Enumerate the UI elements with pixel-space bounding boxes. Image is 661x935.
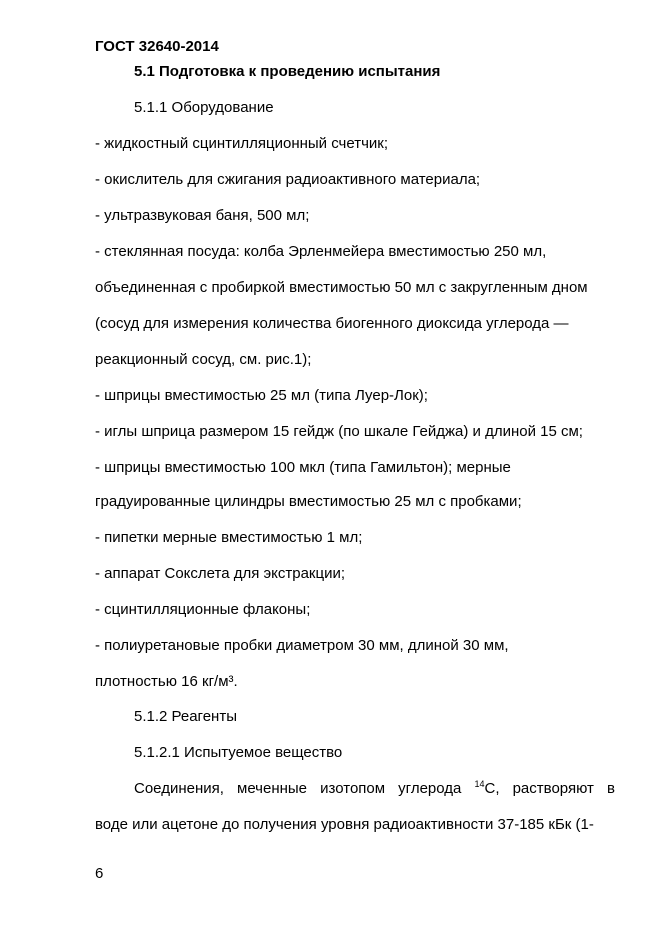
paragraph-word: Соединения, (134, 780, 224, 797)
equipment-line: градуированные цилиндры вместимостью 25 мл с пробками; (95, 493, 522, 510)
document-standard-id: ГОСТ 32640-2014 (95, 38, 219, 55)
isotope-mass-number: 14 (474, 779, 485, 789)
equipment-line: - пипетки мерные вместимостью 1 мл; (95, 529, 363, 546)
isotope-notation (474, 779, 499, 799)
section-title: 5.1 Подготовка к проведению испытания (134, 63, 441, 80)
paragraph-word: меченные (237, 780, 308, 797)
test-substance-paragraph-line: воде или ацетоне до получения уровня радиоактивности 37-185 кБк (1- (95, 816, 594, 833)
equipment-line: - шприцы вместимостью 100 мкл (типа Гамильтон); мерные (95, 459, 511, 476)
equipment-line: - сцинтилляционные флаконы; (95, 601, 311, 618)
paragraph-word: углерода (398, 780, 462, 797)
paragraph-word: растворяют (512, 780, 594, 797)
equipment-line: - аппарат Сокслета для экстракции; (95, 565, 346, 582)
equipment-line: - ультразвуковая баня, 500 мл; (95, 207, 310, 224)
test-substance-paragraph-line (134, 779, 615, 799)
equipment-line: плотностью 16 кг/м³. (95, 673, 238, 690)
equipment-line: - полиуретановые пробки диаметром 30 мм, длиной 30 мм, (95, 637, 509, 654)
paragraph-word: в (607, 780, 615, 797)
equipment-line: - иглы шприца размером 15 гейдж (по шкале Гейджа) и длиной 15 см; (95, 423, 583, 440)
subsection-reagents-title: 5.1.2 Реагенты (134, 708, 237, 725)
equipment-line: (сосуд для измерения количества биогенного диоксида углерода — (95, 315, 569, 332)
equipment-line: - стеклянная посуда: колба Эрленмейера вместимостью 250 мл, (95, 243, 547, 260)
subsection-test-substance-title: 5.1.2.1 Испытуемое вещество (134, 744, 343, 761)
subsection-equipment-title: 5.1.1 Оборудование (134, 99, 274, 116)
equipment-line: реакционный сосуд, см. рис.1); (95, 351, 312, 368)
equipment-line: - жидкостный сцинтилляционный счетчик; (95, 135, 389, 152)
paragraph-word: изотопом (320, 780, 386, 797)
page-number: 6 (95, 865, 104, 882)
equipment-line: - окислитель для сжигания радиоактивного материала; (95, 171, 481, 188)
equipment-line: объединенная с пробиркой вместимостью 50 мл с закругленным дном (95, 279, 588, 296)
equipment-line: - шприцы вместимостью 25 мл (типа Луер-Лок); (95, 387, 428, 404)
isotope-symbol: C, (484, 780, 500, 797)
